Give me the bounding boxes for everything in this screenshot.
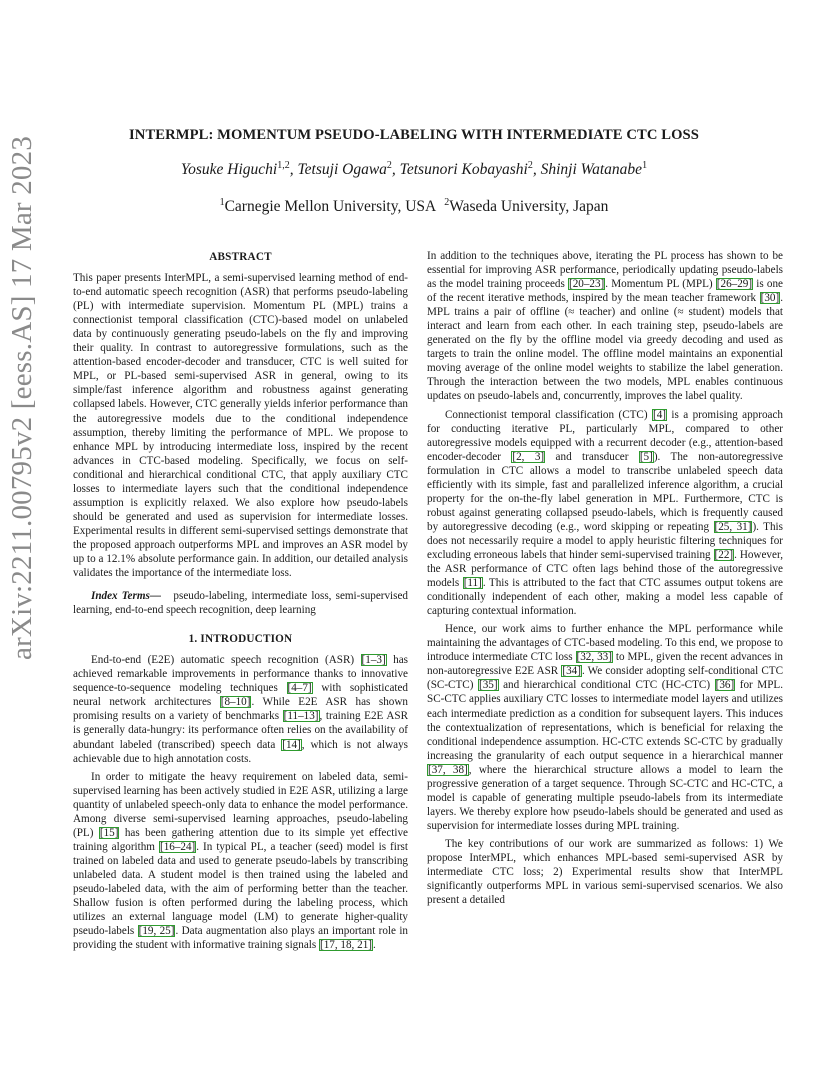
citation-link[interactable]: [26–29] bbox=[716, 278, 753, 291]
author-name: Yosuke Higuchi bbox=[180, 161, 278, 179]
affiliation-name: Carnegie Mellon University, USA bbox=[224, 198, 437, 216]
citation-link[interactable]: [4] bbox=[652, 408, 666, 421]
citation-link[interactable]: [8–10] bbox=[220, 696, 251, 709]
citation-link[interactable]: [16–24] bbox=[159, 840, 196, 853]
citation-link[interactable]: [22] bbox=[714, 548, 734, 561]
citation-link[interactable]: [20–23] bbox=[569, 278, 605, 291]
author-affiliation-marker: 1 bbox=[642, 160, 648, 171]
citation-link[interactable]: [14] bbox=[282, 738, 301, 751]
citation-link[interactable]: [30] bbox=[760, 292, 780, 305]
affiliation-marker: 1 bbox=[219, 197, 225, 208]
author-affiliation-marker: 2 bbox=[527, 160, 533, 171]
author-list: Yosuke Higuchi$^{1,2}$, Tetsuji Ogawa$^2$, Tetsunori Kobayashi$^2$, Shinji Watanabe$^1$ bbox=[180, 160, 648, 179]
body-paragraph: End-to-end (E2E) automatic speech recognition (ASR) [1–3] has achieved remarkable improvements in performance thanks to innovative sequence-to-sequence modeling techniques [4–7] with sophisticated neural network architectures [8–10]. While E2E ASR has shown promising results on a variety of benchmarks [11–13], training E2E ASR is generally data-hungry: its performance often relies on the availability of abundant labeled (transcribed) speech data [14], which is not always achievable due to high annotation costs. bbox=[73, 654, 409, 765]
abstract-section bbox=[73, 250, 408, 580]
citation-link[interactable]: [11–13] bbox=[283, 710, 319, 723]
index-terms-text: pseudo-labeling, intermediate loss, semi-supervised learning, end-to-end speech recognition, deep learning bbox=[73, 590, 409, 617]
left-column bbox=[73, 250, 408, 952]
citation-link[interactable]: [37, 38] bbox=[428, 763, 468, 776]
citation-link[interactable]: [34] bbox=[562, 665, 581, 678]
affiliation-name: Waseda University, Japan bbox=[449, 198, 609, 216]
body-paragraph: The key contributions of our work are summarized as follows: 1) We propose InterMPL, which enhances MPL-based semi-supervised ASR by intermediate CTC loss; 2) Experimental results show that InterMPL significantly outperforms MPL in various semi-supervised scenarios. We also present a detailed bbox=[427, 837, 783, 907]
citation-link[interactable]: [2, 3] bbox=[512, 450, 545, 463]
right-column bbox=[427, 249, 783, 907]
body-paragraph: Hence, our work aims to further enhance the MPL performance while maintaining the advantages of CTC-based modeling. To this end, we propose to introduce intermediate CTC loss [32, 33] to MPL, given the recent advances in non-autoregressive E2E ASR [34]. We consider adopting self-conditional CTC (SC-CTC) [35] and hierarchical conditional CTC (HC-CTC) [36] for MPL. SC-CTC applies auxiliary CTC losses to intermediate model layers and utilizes each intermediate prediction as a condition for subsequent layers. This induces the contextualization of representations, which is beneficial for relaxing the conditional independence assumption. HC-CTC extends SC-CTC by gradually increasing the granularity of each output sequence in a hierarchical manner [37, 38], where the hierarchical structure allows a model to learn the progressive generation of a target sequence. Through SC-CTC and HC-CTC, a model is capable of generating multiple pseudo-labels from its intermediate layers. We thereby explore how pseudo-labels should be generated and used as supervision for intermediate losses during MPL training. bbox=[427, 623, 784, 832]
affiliation-list bbox=[60, 197, 768, 216]
body-paragraph: In order to mitigate the heavy requirement on labeled data, semi-supervised learning has been actively studied in E2E ASR, utilizing a large quantity of unlabeled speech-only data to enhance the model performance. Among diverse semi-supervised learning approaches, pseudo-labeling (PL) [15] has been gathering attention due to its simple yet effective training algorithm [16–24]. In typical PL, a teacher (seed) model is first trained on labeled data and used to generate pseudo-labels by transcribing unlabeled data. A student model is then trained using the labeled and pseudo-labeled data, with the aim of performing better than the teacher. Shallow fusion is often performed during the labeling process, which utilizes an external language model (LM) to generate higher-quality pseudo-labels [19, 25]. Data augmentation also plays an important role in providing the student with informative training signals [17, 18, 21]. bbox=[73, 770, 408, 952]
paper-title: INTERMPL: MOMENTUM PSEUDO-LABELING WITH INTERMEDIATE CTC LOSS bbox=[129, 127, 699, 143]
citation-link[interactable]: [5] bbox=[639, 450, 653, 463]
citation-link[interactable]: [36] bbox=[715, 679, 735, 692]
introduction-heading: 1. INTRODUCTION bbox=[188, 633, 293, 646]
author-affiliation-marker: 1,2 bbox=[277, 160, 290, 171]
citation-link[interactable]: [15] bbox=[99, 826, 119, 839]
citation-link[interactable]: [17, 18, 21] bbox=[320, 939, 372, 952]
body-paragraph: Connectionist temporal classification (CTC) [4] is a promising approach for conducting iterative PL, particularly MPL, compared to other autoregressive models equipped with a recurrent decoder (e.g., attention-based encoder-decoder [2, 3] and transducer [5]). The non-autoregressive formulation in CTC allows a model to transcribe unlabeled speech data efficiently with its simple, fast and parallelized inference algorithm, a crucial property for the on-the-fly label generation in MPL. Furthermore, CTC is robust against generating collapsed pseudo-labels, which is frequently caused by autoregressive decoding (e.g., word skipping or repeating [25, 31]). This does not necessarily require a model to apply heuristic filtering techniques for excluding erroneous labels that hinder semi-supervised training [22]. However, the ASR performance of CTC often lags behind those of the autoregressive models [11]. This is attributed to the fact that CTC assumes output tokens are conditionally independent of each other, making a model less capable of capturing contextual information. bbox=[427, 408, 783, 618]
index-terms bbox=[73, 589, 408, 617]
author-affiliation-marker: 2 bbox=[386, 160, 392, 171]
citation-link[interactable]: [11] bbox=[463, 577, 482, 590]
introduction-right-text bbox=[427, 249, 783, 907]
author-name: Tetsuji Ogawa bbox=[297, 161, 387, 179]
abstract-text: This paper presents InterMPL, a semi-supervised learning method of end-to-end automatic speech recognition (ASR) that performs pseudo-labeling (PL) with intermediate supervision. Momentum PL (MPL) trains a connectionist temporal classification (CTC)-based model on unlabeled data by continuously generating pseudo-labels on the fly and improving their quality. In contrast to autoregressive formulations, such as the attention-based encoder-decoder and transducer, CTC is well suited for MPL, or PL-based semi-supervised ASR in general, owing to its simple/fast inference algorithm and robustness against generating collapsed labels. However, CTC generally yields inferior performance than the autoregressive models due to the conditional independence assumption, thereby limiting the performance of MPL. We propose to enhance MPL by introducing intermediate loss, inspired by the recent advances in CTC-based modeling. Specifically, we focus on self-conditional and hierarchical conditional CTC, that apply auxiliary CTC losses to intermediate layers such that the conditional independence assumption is explicitly relaxed. We also explore how pseudo-labels should be generated and used as supervision for intermediate losses. Experimental results in different semi-supervised settings demonstrate that the proposed approach outperforms MPL and improves an ASR model by up to a 12.1% absolute performance gain. In addition, our detailed analysis validates the importance of the intermediate loss. bbox=[73, 272, 408, 580]
citation-link[interactable]: [25, 31] bbox=[714, 520, 752, 533]
citation-link[interactable]: [19, 25] bbox=[138, 925, 175, 938]
citation-link[interactable]: [1–3] bbox=[361, 654, 386, 667]
introduction-left-text bbox=[73, 653, 408, 952]
citation-link[interactable]: [35] bbox=[478, 679, 498, 692]
author-name: Shinji Watanabe bbox=[540, 161, 643, 179]
body-paragraph: In addition to the techniques above, iterating the PL process has shown to be essential for improving ASR performance, periodically updating pseudo-labels as the model training proceeds [20–23]. Momentum PL (MPL) [26–29] is one of the recent iterative methods, inspired by the mean teacher framework [30]. MPL trains a pair of offline (≈ teacher) and online (≈ student) models that interact and learn from each other. In each training step, pseudo-labels are generated on the fly by the offline model via greedy decoding and used as targets to train the online model. The offline model maintains an exponential moving average of the online model weights to stabilize the label generation. Through the interaction between the two models, MPL enables continuous updates on pseudo-labels and, concurrently, improves the label quality. bbox=[427, 250, 784, 403]
affiliation-marker: 2 bbox=[444, 197, 450, 208]
arxiv-identifier-stamp: arXiv:2211.00795v2 [eess.AS] 17 Mar 2023 bbox=[6, 135, 38, 660]
abstract-heading: ABSTRACT bbox=[209, 251, 272, 263]
citation-link[interactable]: [4–7] bbox=[287, 682, 312, 695]
author-name: Tetsunori Kobayashi bbox=[399, 161, 528, 179]
index-terms-label: Index Terms— bbox=[91, 590, 161, 603]
citation-link[interactable]: [32, 33] bbox=[576, 651, 612, 664]
